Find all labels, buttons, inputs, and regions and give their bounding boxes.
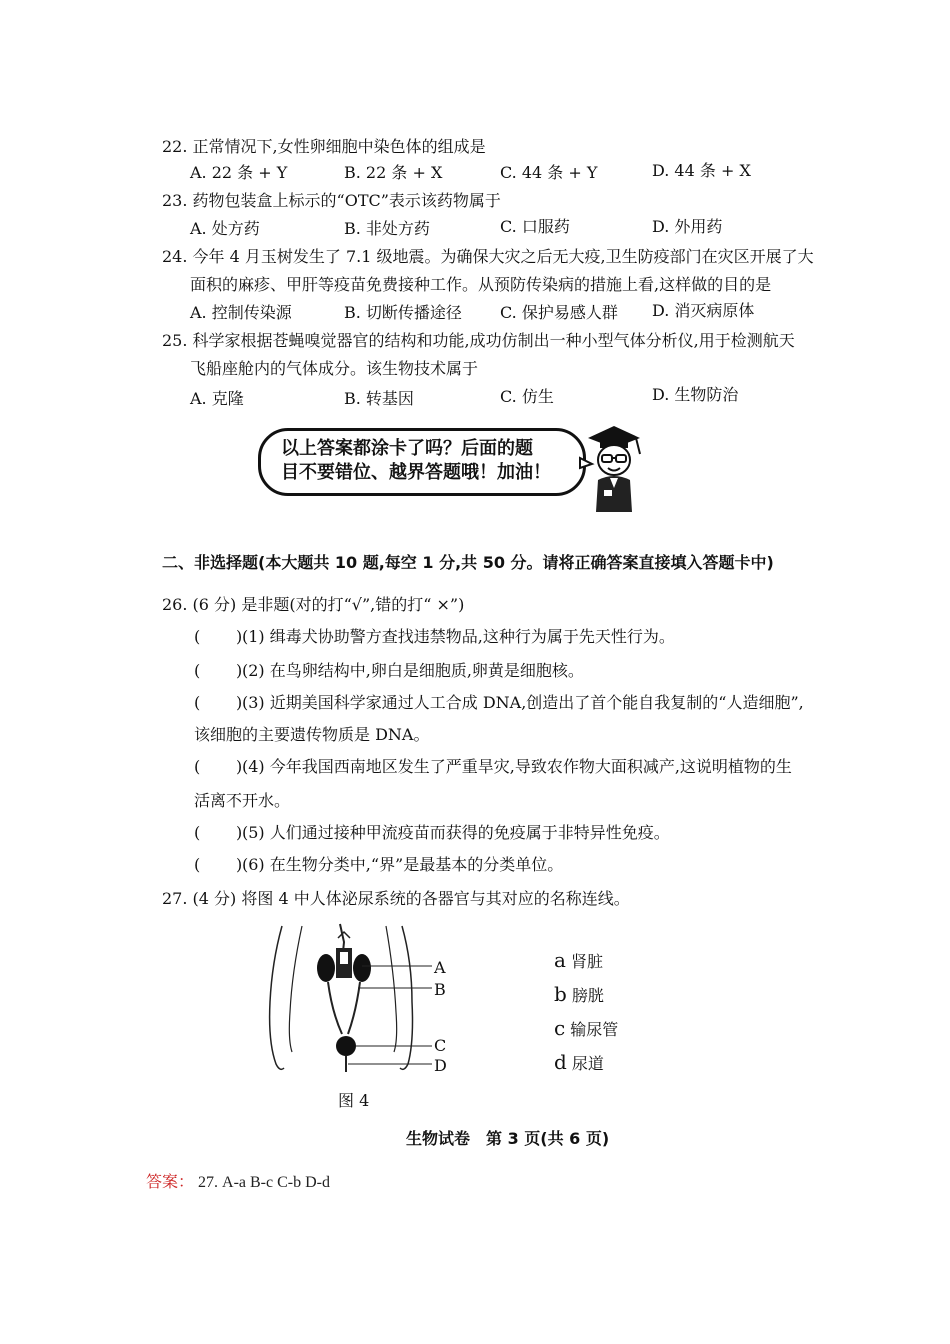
q26-item-1-text: (1) 缉毒犬协助警方查找违禁物品,这种行为属于先天性行为。: [242, 627, 675, 646]
name-item-c: [554, 1016, 618, 1042]
q27-stem: 27. (4 分) 将图 4 中人体泌尿系统的各器官与其对应的名称连线。: [162, 889, 630, 908]
bubble-line-2: 目不要错位、越界答题哦！加油！: [281, 462, 551, 483]
answer-text: 27. A-a B-c C-b D-d: [198, 1174, 330, 1191]
bubble-line-1: 以上答案都涂卡了吗？后面的题: [281, 438, 533, 459]
q26-item-3-text: (3) 近期美国科学家通过人工合成 DNA,创造出了首个能自我复制的“人造细胞”,: [242, 693, 804, 712]
q23-option-a: A. 处方药: [190, 219, 260, 238]
q26-item-4-continued: 活离不开水。: [194, 791, 291, 810]
page-footer: 生物试卷 第 3 页(共 6 页): [406, 1129, 610, 1148]
q25-option-a: A. 克隆: [190, 389, 244, 408]
urinary-system-figure: [262, 922, 442, 1082]
section-2-title: 二、非选择题(本大题共 10 题,每空 1 分,共 50 分。请将正确答案直接填入答题卡中): [162, 553, 774, 572]
q23-option-d: D. 外用药: [652, 217, 723, 236]
q25-option-d: D. 生物防治: [652, 385, 739, 404]
name-text-b: 膀胱: [571, 986, 604, 1005]
q26-item-5-paren-close: ): [236, 823, 243, 842]
name-item-d: [554, 1050, 604, 1076]
q24-stem-line2: 面积的麻疹、甲肝等疫苗免费接种工作。从预防传染病的措施上看,这样做的目的是: [190, 275, 772, 294]
name-letter-d: d: [554, 1050, 567, 1074]
q26-item-5-paren-open: (: [194, 823, 201, 842]
q26-item-1-paren-close: ): [236, 627, 243, 646]
q26-item-2-text: (2) 在鸟卵结构中,卵白是细胞质,卵黄是细胞核。: [242, 661, 584, 680]
answer-line: [146, 1172, 330, 1194]
q26-item-5-text: (5) 人们通过接种甲流疫苗而获得的免疫属于非特异性免疫。: [242, 823, 670, 842]
figure-caption: 图 4: [338, 1091, 370, 1110]
q25-stem-line2: 飞船座舱内的气体成分。该生物技术属于: [190, 359, 479, 378]
q26-item-3-continued: 该细胞的主要遗传物质是 DNA。: [194, 725, 430, 744]
name-letter-c: c: [554, 1016, 566, 1040]
q26-item-6-paren-open: (: [194, 855, 201, 874]
name-text-d: 尿道: [571, 1054, 604, 1073]
q26-item-1-paren-open: (: [194, 627, 201, 646]
figure-label-c: C: [434, 1036, 447, 1055]
q26-item-3-paren-open: (: [194, 693, 201, 712]
q26-item-2-paren-open: (: [194, 661, 201, 680]
q25-stem-line1: 25. 科学家根据苍蝇嗅觉器官的结构和功能,成功仿制出一种小型气体分析仪,用于检测航天: [162, 331, 795, 350]
q26-stem: 26. (6 分) 是非题(对的打“√”,错的打“ ×”): [162, 595, 465, 614]
q23-option-b: B. 非处方药: [344, 219, 430, 238]
name-letter-a: a: [554, 948, 566, 972]
q24-option-d: D. 消灭病原体: [652, 301, 755, 320]
name-text-a: 肾脏: [571, 952, 604, 971]
q23-stem: 23. 药物包装盒上标示的“OTC”表示该药物属于: [162, 191, 501, 210]
figure-label-b: B: [434, 980, 446, 999]
q24-option-a: A. 控制传染源: [190, 303, 292, 322]
name-item-b: [554, 982, 604, 1008]
q26-item-6-paren-close: ): [236, 855, 243, 874]
q24-option-c: C. 保护易感人群: [500, 303, 618, 322]
q22-stem: 22. 正常情况下,女性卵细胞中染色体的组成是: [162, 137, 486, 156]
q23-option-c: C. 口服药: [500, 217, 570, 236]
q22-option-c: C. 44 条 + Y: [500, 163, 598, 182]
figure-label-d: D: [434, 1056, 447, 1075]
q26-item-6-text: (6) 在生物分类中,“界”是最基本的分类单位。: [242, 855, 564, 874]
graduate-cartoon-icon: [570, 418, 650, 514]
q26-item-2-paren-close: ): [236, 661, 243, 680]
q24-option-b: B. 切断传播途径: [344, 303, 462, 322]
q26-item-4-paren-open: (: [194, 757, 201, 776]
answer-label: 答案：: [146, 1174, 195, 1191]
reminder-speech-bubble: [258, 428, 586, 496]
q22-option-b: B. 22 条 + X: [344, 163, 443, 182]
q25-option-c: C. 仿生: [500, 387, 554, 406]
q25-option-b: B. 转基因: [344, 389, 414, 408]
q26-item-4-text: (4) 今年我国西南地区发生了严重旱灾,导致农作物大面积减产,这说明植物的生: [242, 757, 792, 776]
q24-stem-line1: 24. 今年 4 月玉树发生了 7.1 级地震。为确保大灾之后无大疫,卫生防疫部门在灾区开展了大: [162, 247, 814, 266]
name-item-a: [554, 948, 603, 974]
q26-item-4-paren-close: ): [236, 757, 243, 776]
name-text-c: 输尿管: [570, 1020, 619, 1039]
name-letter-b: b: [554, 982, 567, 1006]
q22-option-a: A. 22 条 + Y: [190, 163, 288, 182]
q22-option-d: D. 44 条 + X: [652, 161, 751, 180]
figure-label-a: A: [434, 958, 446, 977]
q26-item-3-paren-close: ): [236, 693, 243, 712]
